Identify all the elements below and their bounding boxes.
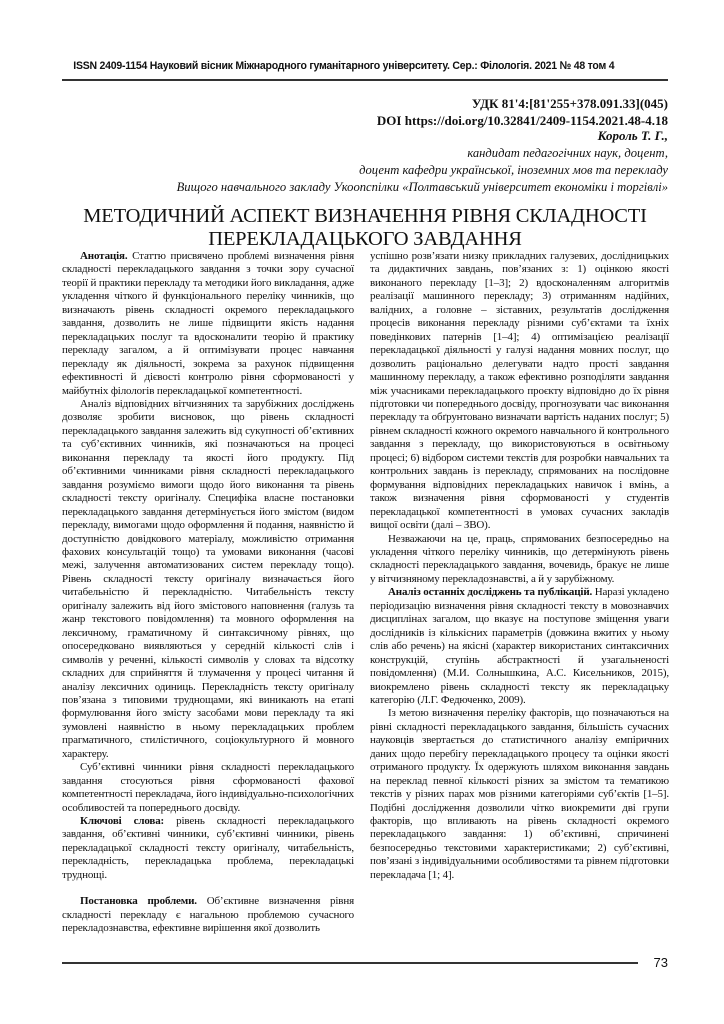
paragraph: Суб’єктивні чинники рівня складності перекладацького завдання стосуються рівня сформованості фахової компетентності перекладача, його індивідуально-психологічних особливостей та попереднього досвіду. — [62, 761, 354, 814]
title-line-1: МЕТОДИЧНИЙ АСПЕКТ ВИЗНАЧЕННЯ РІВНЯ СКЛАДНОСТІ — [83, 205, 647, 227]
title-line-2: ПЕРЕКЛАДАЦЬКОГО ЗАВДАННЯ — [208, 228, 522, 250]
analysis-text: Наразі укладено періодизацію визначення рівня складності тексту в мовознавчих дисциплінах загалом, що вказує на поступове зміщення уваги дослідників із кількісних параметрів (довжина вжитих у ньому слів або речень) на якісні (характер використаних синтаксичних конструкцій, ступінь абстрактності й узагальненості повідомлення) (М.И. Солнышкина, А.С. Кисельников, 2015), виокремлено рівень складності тексту як перекладацьку категорію (Л.Г. Федюченко, 2009). — [370, 586, 669, 706]
right-column — [370, 250, 669, 882]
header-rule — [62, 79, 668, 81]
footer-rule — [62, 962, 638, 964]
problem-statement — [62, 895, 354, 935]
problem-label: Постановка проблеми. — [80, 895, 197, 908]
keywords-text: рівень складності перекладацького завдання, об’єктивні чинники, суб’єктивні чинники, рівень перекладацької складності тексту оригіналу, читабельність, перекладність, перекладацька проблема, перекладацькі труднощі. — [62, 815, 354, 881]
keywords — [62, 815, 354, 882]
left-column — [62, 250, 354, 936]
author-degree: кандидат педагогічних наук, доцент, — [467, 146, 668, 160]
paragraph: Із метою визначення переліку факторів, що позначаються на рівні складності перекладацького завдання, більшість сучасних науковців звертається до статистичного аналізу емпіричних даних щодо перебігу перекладацького процесу та оцінки якості отриманого продукту. Їх одержують шляхом виконання завдань на переклад певної кількості різних за змістом та тематикою текстів у різних парах мов різними категоріями суб’єктів [1–5]. Подібні дослідження дозволили чітко виокремити дві групи факторів, що впливають на рівень складності окремого перекладацького завдання: 1) об’єктивні, спричинені безпосередньо текстовими характеристиками; 2) суб’єктивні, пов’язані з індивідуальними особливостями та рівнем підготовки перекладача [1; 4]. — [370, 707, 669, 881]
abstract-text: Статтю присвячено проблемі визначення рівня складності перекладацького завдання з точки зору сучасної теорії й практики перекладу та методики його викладання, адже укладення чіткого й функціонального переліку чинників, що визначають рівень складності окремого перекладацького завдання, дозволить не лише підвищити якість надання перекладацьких послуг та вдосконалити теорію й практику перекладу загалом, а й оптимізувати процес навчання перекладу як діяльності, зокрема за рахунок підвищення ефективності й дієвості контролю рівня сформованості у майбутніх філологів перекладацької компетентності. — [62, 250, 354, 397]
author-institution: Вищого навчального закладу Укоопспілки «Полтавський університет економіки і торгівлі» — [176, 180, 668, 194]
paragraph: успішно розв’язати низку прикладних галузевих, дослідницьких та дидактичних завдань, пов’язаних з: 1) оцінкою якості виконаного перекладу [1–3]; 2) вдосконаленням алгоритмів реалізації машинного перекладу; 3) отриманням надійних, валідних, а головне – зіставних, результатів дослідження процесів виконання перекладу різними суб’єктами та їхніх поведінкових патернів [1–4]; 4) оптимізацією реалізації перекладацької діяльності у галузі надання мовних послуг, що дозволить раціонально делегувати надто прості завдання машинному перекладу, а також ефективно розподіляти завдання між учасниками перекладацького проєкту відповідно до їх рівня підготовки чи попереднього досвіду, прогнозувати час виконання перекладу та обґрунтовано визначати вартість наданих послуг; 5) рівнем складності кожного окремого навчального й контрольного завдання з перекладу, що використовуються в освітньому процесі; 6) відбором системи текстів для розробки навчальних та контрольних завдань із перекладу, спрямованих на послідовне формування відповідних перекладацьких навичок і вмінь, а також визначення рівня сформованості у студентів перекладацької компетентності в умовах сучасних закладів вищої освіти (далі – ЗВО). — [370, 250, 669, 532]
udc-code: УДК 81'4:[81'255+378.091.33](045) — [471, 96, 668, 111]
author-position: доцент кафедри української, іноземних мов та перекладу — [359, 163, 668, 177]
paragraph: Аналіз відповідних вітчизняних та зарубіжних досліджень дозволяє зробити висновок, що рівень складності перекладацького завдання залежить від сукупності об’єктивних та суб’єктивних чинників, які позначаються на процесі виконання перекладу та якості його продукту. Під об’єктивними чинниками рівня складності перекладацького завдання розуміємо вимоги щодо його виконання та рівень складності тексту оригіналу. Специфіка власне постановки перекладацького завдання детермінується його змістом (видом перекладу, вимогами щодо оформлення й подання, наявністю й доступністю довідкового матеріалу, можливістю отримання фахових консультацій тощо) та умовами виконання (часові межі, залучення автоматизованих систем перекладу тощо). Рівень складності тексту оригіналу визначається його читабельністю й перекладністю. Читабельність тексту оригіналу залежить від його змістового наповнення (галузь та жанр текстового повідомлення) та мовного оформлення на лексичному, граматичному й синтаксичному рівнях, що опосередковано виявляються у середній кількості слів і символів у реченні, кількості символів у словах та відсотку складних для сприйняття й тлумачення у процесі читання й аналізу лексичних одиниць. Перекладність тексту оригіналу пов’язана з типовими труднощами, які виникають на етапі формулювання його змісту засобами мови перекладу та які зумовлені наявністю в ньому перекладацьких проблем прагматичного, стилістичного, соціокультурного й мовного характеру. — [62, 397, 354, 760]
page-number: 73 — [653, 955, 668, 970]
abstract — [62, 250, 354, 398]
keywords-label: Ключові слова: — [80, 815, 165, 828]
problem-text: Об’єктивне визначення рівня складності перекладу є нагальною проблемою сучасного перекладознавства, ефективне вирішення якої дозволить — [62, 895, 354, 935]
author-name: Король Т. Г., — [597, 128, 668, 143]
running-head: ISSN 2409-1154 Науковий вісник Міжнародного гуманітарного університету. Сер.: Філологія. 2021 № 48 том 4 — [73, 60, 615, 72]
analysis-section — [370, 586, 669, 707]
abstract-label: Анотація. — [80, 250, 128, 262]
article-title — [62, 205, 668, 251]
doi-link[interactable]: DOI https://doi.org/10.32841/2409-1154.2021.48-4.18 — [376, 113, 668, 128]
author-block — [177, 127, 668, 196]
analysis-label: Аналіз останніх досліджень та публікацій. — [388, 586, 593, 599]
paragraph: Незважаючи на це, праць, спрямованих безпосередньо на укладення чіткого переліку чинників, що детермінують рівень складності перекладацького завдання, вочевидь, бракує не лише у вітчизняному перекладознавстві, а й у зарубіжному. — [370, 532, 669, 585]
